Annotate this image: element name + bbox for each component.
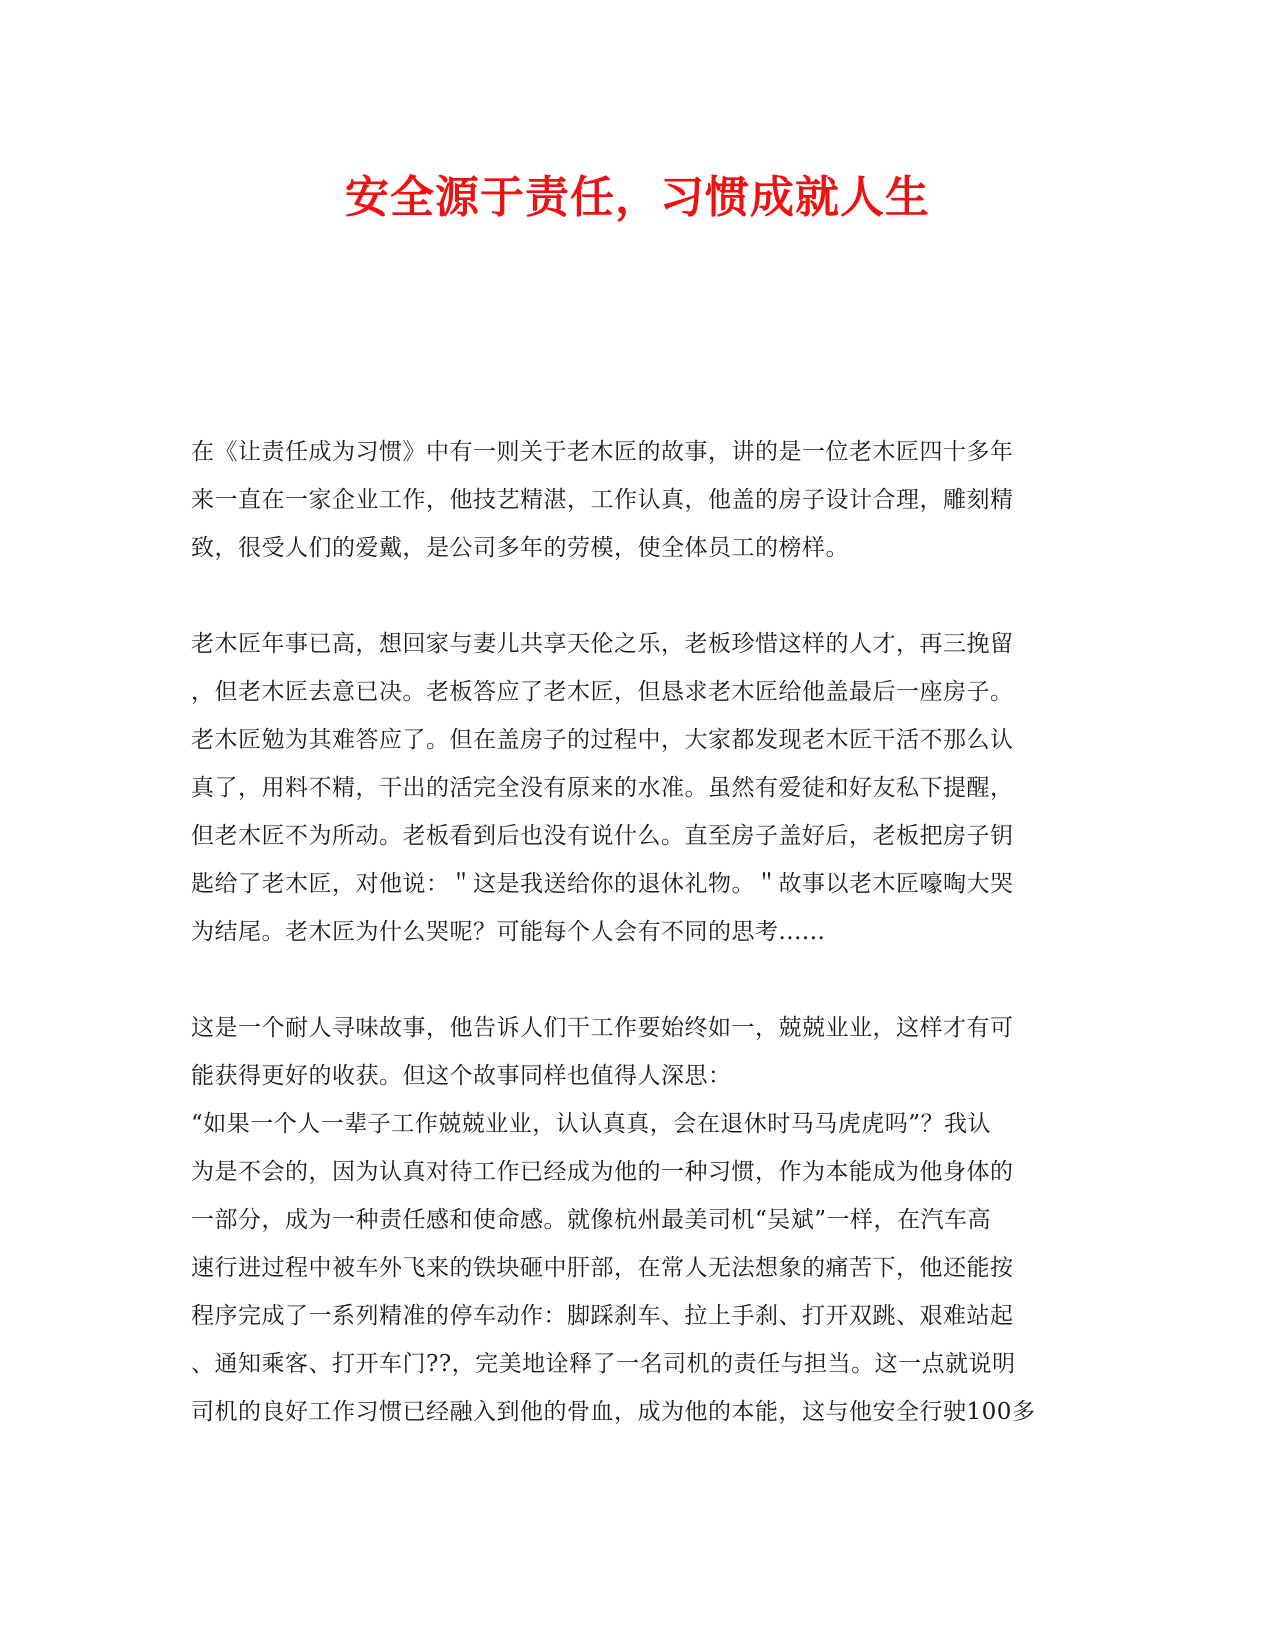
body-paragraph: [191, 620, 1014, 956]
text-line: 匙给了老木匠，对他说：＂这是我送给你的退休礼物。＂故事以老木匠嚎啕大哭: [191, 871, 1014, 897]
text-line: 一部分，成为一种责任感和使命感。就像杭州最美司机“吴斌”一样，在汽车高: [191, 1207, 992, 1233]
document-title: 安全源于责任，习惯成就人生: [345, 172, 930, 223]
text-line: 来一直在一家企业工作，他技艺精湛，工作认真，他盖的房子设计合理，雕刻精: [191, 487, 1014, 513]
text-line: 但老木匠不为所动。老板看到后也没有说什么。直至房子盖好后，老板把房子钥: [191, 823, 1014, 849]
text-line: 为结尾。老木匠为什么哭呢？可能每个人会有不同的思考......: [191, 919, 826, 945]
text-line: 速行进过程中被车外飞来的铁块砸中肝部，在常人无法想象的痛苦下，他还能按: [191, 1255, 1014, 1281]
text-line: ，但老木匠去意已决。老板答应了老木匠，但恳求老木匠给他盖最后一座房子。: [191, 679, 1014, 705]
text-line: 、通知乘客、打开车门??，完美地诠释了一名司机的责任与担当。这一点就说明: [191, 1351, 1016, 1377]
text-line: 能获得更好的收获。但这个故事同样也值得人深思：: [191, 1063, 732, 1089]
body-paragraph: [191, 1004, 1035, 1436]
text-line: 为是不会的，因为认真对待工作已经成为他的一种习惯，作为本能成为他身体的: [191, 1159, 1014, 1185]
text-line: “如果一个人一辈子工作兢兢业业，认认真真，会在退休时马马虎虎吗”？我认: [191, 1111, 992, 1137]
text-line: 真了，用料不精，干出的活完全没有原来的水准。虽然有爱徒和好友私下提醒，: [191, 775, 1014, 801]
text-line: 司机的良好工作习惯已经融入到他的骨血，成为他的本能，这与他安全行驶100多: [191, 1399, 1036, 1425]
text-line: 老木匠年事已高，想回家与妻儿共享天伦之乐，老板珍惜这样的人才，再三挽留: [191, 631, 1014, 657]
body-paragraph: [191, 428, 1014, 572]
text-line: 程序完成了一系列精准的停车动作：脚踩刹车、拉上手刹、打开双跳、艰难站起: [191, 1303, 1014, 1329]
text-line: 致，很受人们的爱戴，是公司多年的劳模，使全体员工的榜样。: [191, 535, 849, 561]
text-line: 老木匠勉为其难答应了。但在盖房子的过程中，大家都发现老木匠干活不那么认: [191, 727, 1014, 753]
text-line: 这是一个耐人寻味故事，他告诉人们干工作要始终如一，兢兢业业，这样才有可: [191, 1015, 1014, 1041]
text-line: 在《让责任成为习惯》中有一则关于老木匠的故事，讲的是一位老木匠四十多年: [191, 439, 1014, 465]
